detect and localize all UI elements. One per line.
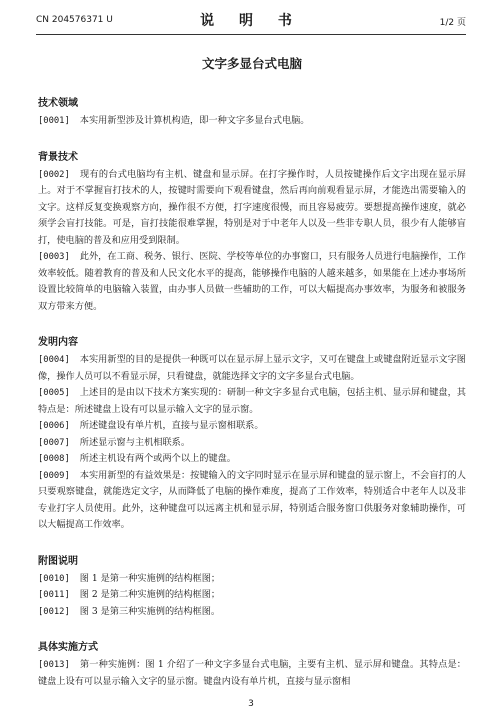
paragraph-text: 上述目的是由以下技术方案实现的：研制一种文字多显台式电脑，包括主机、显示屏和键盘，其特点是：所述键盘上设有可以显示输入文字的显示窗。 <box>38 387 466 415</box>
paragraph <box>38 167 466 250</box>
patent-number: CN 204576371 U <box>36 15 113 25</box>
page-number: 3 <box>248 699 254 709</box>
paragraph-number: [0008] <box>38 454 70 464</box>
section-drawings <box>38 552 466 621</box>
paragraph <box>38 249 466 315</box>
section-heading: 技术领域 <box>38 98 78 109</box>
page-indicator: 1/2 页 <box>439 18 466 28</box>
paragraph <box>38 468 466 534</box>
paragraph-text: 第一种实施例：图 1 介绍了一种文字多显台式电脑，主要有主机、显示屏和键盘。其特点是：键盘上设有可以显示输入文字的显示窗。键盘内设有单片机，直接与显示窗相 <box>38 659 466 687</box>
paragraph <box>38 571 466 588</box>
page-header <box>36 10 466 32</box>
paragraph-text: 图 1 是第一种实施例的结构框图； <box>79 572 221 584</box>
paragraph-text: 此外，在工商、税务、银行、医院、学校等单位的办事窗口，只有服务人员进行电脑操作，工作效率较低。随着教育的普及和人民文化水平的提高，能够操作电脑的人越来越多，如果能在上述办事场所设置比较简单的电脑输入装置，由办事人员做一些辅助的工作，可以大幅提高办事效率，为服务和被服务双方带来方便。 <box>38 251 466 312</box>
paragraph-text: 本实用新型的有益效果是：按键输入的文字同时显示在显示屏和键盘的显示窗上，不会盲打的人只要观察键盘，就能选定文字，从而降低了电脑的操作难度，提高了工作效率，特别适合中老年人以及非专业打字人员使用。此外，这种键盘可以远离主机和显示屏，特别适合服务窗口供服务对象辅助操作，可以大幅提高工作效率。 <box>38 469 466 530</box>
paragraph <box>38 657 466 690</box>
paragraph-number: [0006] <box>38 421 70 431</box>
paragraph-number: [0005] <box>38 388 70 398</box>
section-summary <box>38 333 466 534</box>
paragraph-number: [0002] <box>38 169 70 180</box>
paragraph-number: [0003] <box>38 252 70 262</box>
paragraph-text: 图 2 是第二种实施例的结构框图； <box>79 589 221 600</box>
paragraph-text: 图 3 是第三种实施例的结构框图。 <box>79 605 221 617</box>
paragraph-text: 所述键盘设有单片机，直接与显示窗相联系。 <box>79 420 264 431</box>
paragraph-number: [0012] <box>38 606 70 617</box>
section-embodiments <box>38 638 466 690</box>
section-background <box>38 148 466 316</box>
section-heading: 发明内容 <box>38 337 78 348</box>
document-type: 说 明 书 <box>200 13 302 29</box>
section-heading: 附图说明 <box>38 555 78 567</box>
paragraph-number: [0010] <box>38 573 70 584</box>
paragraph-text: 本实用新型的目的是提供一种既可以在显示屏上显示文字，又可在键盘上或键盘附近显示文字图像，操作人员可以不看显示屏，只看键盘，就能选择文字的文字多显台式电脑。 <box>38 354 466 382</box>
paragraph <box>38 435 466 452</box>
paragraph-text: 所述显示窗与主机相联系。 <box>79 436 191 448</box>
paragraph <box>38 587 466 604</box>
paragraph-number: [0001] <box>38 116 70 126</box>
paragraph-number: [0013] <box>38 660 70 670</box>
document-body <box>38 54 466 690</box>
section-technical-field <box>38 94 466 130</box>
paragraph-text: 所述主机设有两个或两个以上的键盘。 <box>79 453 236 464</box>
paragraph-text: 本实用新型涉及计算机构造，即一种文字多显台式电脑。 <box>79 115 310 126</box>
section-heading: 背景技术 <box>38 151 78 163</box>
paragraph-number: [0004] <box>38 355 70 365</box>
paragraph-number: [0009] <box>38 470 70 481</box>
document-title: 文字多显台式电脑 <box>201 56 302 71</box>
paragraph-number: [0011] <box>38 590 70 600</box>
section-heading: 具体实施方式 <box>38 642 98 653</box>
paragraph <box>38 418 466 435</box>
paragraph <box>38 113 466 130</box>
paragraph <box>38 352 466 385</box>
paragraph <box>38 451 466 468</box>
paragraph-text: 现有的台式电脑均有主机、键盘和显示屏。在打字操作时，人员按键操作后文字出现在显示屏上。对于不掌握盲打技术的人，按键时需要向下观看键盘，然后再向前观看显示屏，才能选出需要输入的文字。这样反复变换观察方向，操作很不方便，打字速度很慢，而且容易疲劳。要想提高操作速度，就必须学会盲打技能。可是，盲打技能很难掌握，特别是对于中老年人以及一些非专职人员，很少有人能够盲打，使电脑的普及和应用受到限制。 <box>38 168 466 246</box>
paragraph <box>38 385 466 418</box>
header-rule <box>36 34 466 35</box>
paragraph <box>38 604 466 621</box>
paragraph-number: [0007] <box>38 437 70 448</box>
